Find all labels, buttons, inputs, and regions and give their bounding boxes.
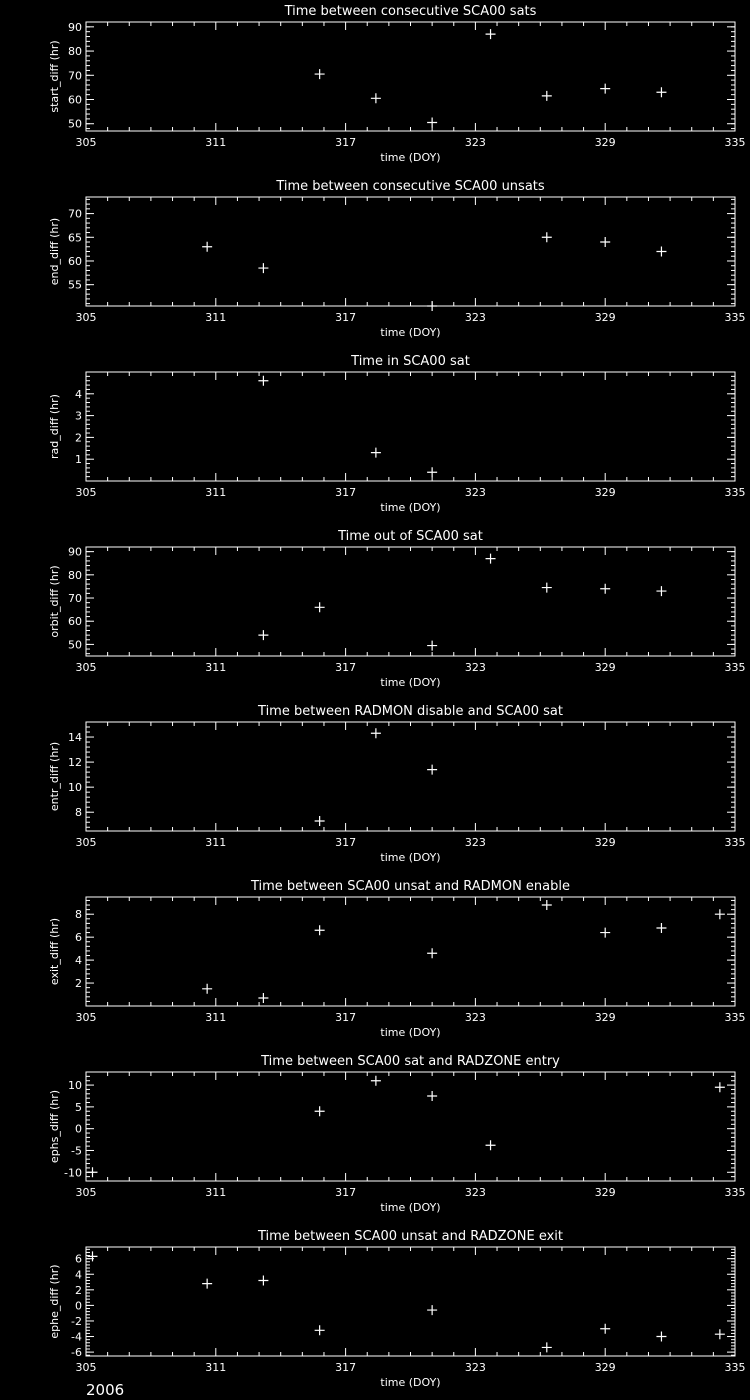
x-tick-label: 335 (724, 661, 746, 674)
y-axis-label: ephe_diff (hr) (48, 1264, 61, 1339)
x-tick-label: 305 (75, 1011, 97, 1024)
data-point (315, 1106, 325, 1116)
x-tick-label: 335 (724, 836, 746, 849)
y-tick-label: 70 (68, 592, 82, 606)
y-tick-label: 0 (75, 1122, 82, 1136)
y-tick-label: 90 (68, 545, 82, 559)
y-tick-label: 60 (68, 93, 82, 107)
data-point (258, 993, 268, 1003)
data-point (427, 118, 437, 128)
data-point (656, 87, 666, 97)
x-tick-label: 323 (464, 1361, 486, 1374)
x-axis-label: time (DOY) (380, 1376, 441, 1389)
x-tick-label: 305 (75, 1186, 97, 1199)
data-point (656, 923, 666, 933)
y-tick-label: -6 (71, 1346, 82, 1360)
data-point (656, 586, 666, 596)
x-tick-label: 311 (205, 661, 227, 674)
x-tick-label: 317 (335, 1361, 357, 1374)
x-tick-label: 311 (205, 311, 227, 324)
data-point (427, 765, 437, 775)
chart-title: Time between SCA00 unsat and RADZONE exit (257, 1229, 564, 1244)
data-point (315, 816, 325, 826)
y-tick-label: 3 (75, 409, 82, 423)
x-tick-label: 323 (464, 1011, 486, 1024)
y-axis-label: end_diff (hr) (48, 217, 61, 286)
y-axis-label: orbit_diff (hr) (48, 565, 61, 638)
chart-title: Time between SCA00 unsat and RADMON enable (250, 879, 571, 894)
plot-frame (86, 372, 735, 481)
x-tick-label: 317 (335, 311, 357, 324)
data-point (315, 1325, 325, 1335)
chart-panel (48, 179, 746, 339)
x-tick-label: 329 (594, 1361, 616, 1374)
x-tick-label: 305 (75, 836, 97, 849)
y-tick-label: 10 (68, 1079, 82, 1093)
x-tick-label: 335 (724, 1186, 746, 1199)
chart-title: Time in SCA00 sat (351, 354, 470, 369)
y-tick-label: -4 (71, 1330, 82, 1344)
chart-panel (48, 704, 746, 864)
x-tick-label: 323 (464, 1186, 486, 1199)
data-point (600, 84, 610, 94)
data-point (371, 1076, 381, 1086)
x-tick-label: 335 (724, 486, 746, 499)
x-axis-label: time (DOY) (380, 1026, 441, 1039)
data-point (542, 91, 552, 101)
y-tick-label: 12 (68, 756, 82, 770)
y-axis-label: ephs_diff (hr) (48, 1089, 61, 1164)
y-tick-label: 2 (75, 431, 82, 445)
year-label: 2006 (86, 1381, 125, 1399)
y-tick-label: 50 (68, 638, 82, 652)
x-tick-label: 323 (464, 311, 486, 324)
data-point (427, 301, 437, 311)
plot-frame (86, 547, 735, 656)
data-point (202, 242, 212, 252)
x-tick-label: 305 (75, 661, 97, 674)
data-point (715, 1082, 725, 1092)
x-tick-label: 317 (335, 1186, 357, 1199)
data-point (258, 376, 268, 386)
data-point (600, 237, 610, 247)
y-tick-label: 50 (68, 117, 82, 131)
y-tick-label: -2 (71, 1314, 82, 1328)
x-axis-label: time (DOY) (380, 326, 441, 339)
y-tick-label: 80 (68, 45, 82, 59)
plot-frame (86, 197, 735, 306)
y-tick-label: 65 (68, 231, 82, 245)
y-tick-label: 60 (68, 615, 82, 629)
data-point (315, 69, 325, 79)
plot-frame (86, 1247, 735, 1356)
chart-panel (48, 1054, 746, 1214)
data-point (542, 900, 552, 910)
chart-title: Time between SCA00 sat and RADZONE entry (261, 1054, 560, 1069)
x-tick-label: 329 (594, 311, 616, 324)
data-point (542, 232, 552, 242)
plot-frame (86, 722, 735, 831)
chart-title: Time out of SCA00 sat (338, 529, 483, 544)
plot-frame (86, 1072, 735, 1181)
data-point (600, 584, 610, 594)
data-point (600, 928, 610, 938)
x-axis-label: time (DOY) (380, 501, 441, 514)
data-point (315, 602, 325, 612)
data-point (542, 583, 552, 593)
x-tick-label: 335 (724, 1361, 746, 1374)
chart-title: Time between RADMON disable and SCA00 sat (258, 704, 563, 719)
x-tick-label: 311 (205, 486, 227, 499)
y-tick-label: 70 (68, 69, 82, 83)
x-tick-label: 311 (205, 836, 227, 849)
chart-title: Time between consecutive SCA00 unsats (276, 179, 545, 194)
data-point (600, 1324, 610, 1334)
y-tick-label: 70 (68, 207, 82, 221)
y-tick-label: -10 (64, 1166, 82, 1180)
data-point (427, 1091, 437, 1101)
data-point (371, 448, 381, 458)
y-tick-label: 2 (75, 1283, 82, 1297)
x-tick-label: 317 (335, 836, 357, 849)
y-tick-label: 14 (68, 731, 82, 745)
y-tick-label: 60 (68, 254, 82, 268)
data-point (427, 641, 437, 651)
y-tick-label: 8 (75, 908, 82, 922)
x-tick-label: 317 (335, 486, 357, 499)
x-tick-label: 329 (594, 136, 616, 149)
data-point (486, 29, 496, 39)
y-tick-label: 6 (75, 1252, 82, 1266)
data-point (427, 948, 437, 958)
x-tick-label: 311 (205, 1011, 227, 1024)
y-tick-label: 4 (75, 387, 82, 401)
x-tick-label: 329 (594, 1186, 616, 1199)
data-point (656, 1332, 666, 1342)
data-point (371, 93, 381, 103)
y-axis-label: rad_diff (hr) (48, 394, 61, 459)
x-tick-label: 323 (464, 836, 486, 849)
y-tick-label: 4 (75, 954, 82, 968)
data-point (202, 984, 212, 994)
x-tick-label: 317 (335, 661, 357, 674)
x-tick-label: 329 (594, 1011, 616, 1024)
plot-frame (86, 897, 735, 1006)
x-tick-label: 311 (205, 1361, 227, 1374)
data-point (371, 728, 381, 738)
x-tick-label: 305 (75, 486, 97, 499)
y-tick-label: 90 (68, 20, 82, 34)
data-point (315, 925, 325, 935)
y-tick-label: -5 (71, 1144, 82, 1158)
y-tick-label: 80 (68, 568, 82, 582)
x-tick-label: 323 (464, 136, 486, 149)
chart-panel (48, 1229, 746, 1389)
data-point (427, 1305, 437, 1315)
data-point (486, 1140, 496, 1150)
chart-panel (48, 4, 746, 164)
x-tick-label: 317 (335, 1011, 357, 1024)
data-point (715, 1329, 725, 1339)
y-tick-label: 1 (75, 453, 82, 467)
y-tick-label: 0 (75, 1299, 82, 1313)
x-tick-label: 323 (464, 661, 486, 674)
x-tick-label: 335 (724, 311, 746, 324)
data-point (202, 1279, 212, 1289)
y-axis-label: entr_diff (hr) (48, 741, 61, 812)
x-tick-label: 329 (594, 486, 616, 499)
data-point (427, 467, 437, 477)
y-tick-label: 55 (68, 278, 82, 292)
chart-panel (48, 879, 746, 1039)
x-tick-label: 335 (724, 136, 746, 149)
y-axis-label: start_diff (hr) (48, 40, 61, 113)
y-tick-label: 5 (75, 1100, 82, 1114)
x-axis-label: time (DOY) (380, 1201, 441, 1214)
x-tick-label: 317 (335, 136, 357, 149)
x-tick-label: 311 (205, 136, 227, 149)
data-point (258, 630, 268, 640)
y-axis-label: exit_diff (hr) (48, 917, 61, 986)
chart-panel (48, 529, 746, 689)
y-tick-label: 10 (68, 781, 82, 795)
x-tick-label: 323 (464, 486, 486, 499)
data-point (542, 1342, 552, 1352)
x-tick-label: 329 (594, 661, 616, 674)
x-tick-label: 305 (75, 136, 97, 149)
data-point (258, 1275, 268, 1285)
data-point (258, 263, 268, 273)
y-tick-label: 6 (75, 931, 82, 945)
x-tick-label: 305 (75, 1361, 97, 1374)
x-tick-label: 329 (594, 836, 616, 849)
data-point (715, 909, 725, 919)
plot-frame (86, 22, 735, 131)
y-tick-label: 2 (75, 977, 82, 991)
data-point (486, 554, 496, 564)
x-axis-label: time (DOY) (380, 151, 441, 164)
x-axis-label: time (DOY) (380, 676, 441, 689)
x-tick-label: 305 (75, 311, 97, 324)
y-tick-label: 4 (75, 1268, 82, 1282)
y-tick-label: 8 (75, 806, 82, 820)
chart-title: Time between consecutive SCA00 sats (284, 4, 537, 19)
x-axis-label: time (DOY) (380, 851, 441, 864)
x-tick-label: 335 (724, 1011, 746, 1024)
chart-panel (48, 354, 746, 514)
data-point (87, 1167, 97, 1177)
data-point (656, 247, 666, 257)
x-tick-label: 311 (205, 1186, 227, 1199)
